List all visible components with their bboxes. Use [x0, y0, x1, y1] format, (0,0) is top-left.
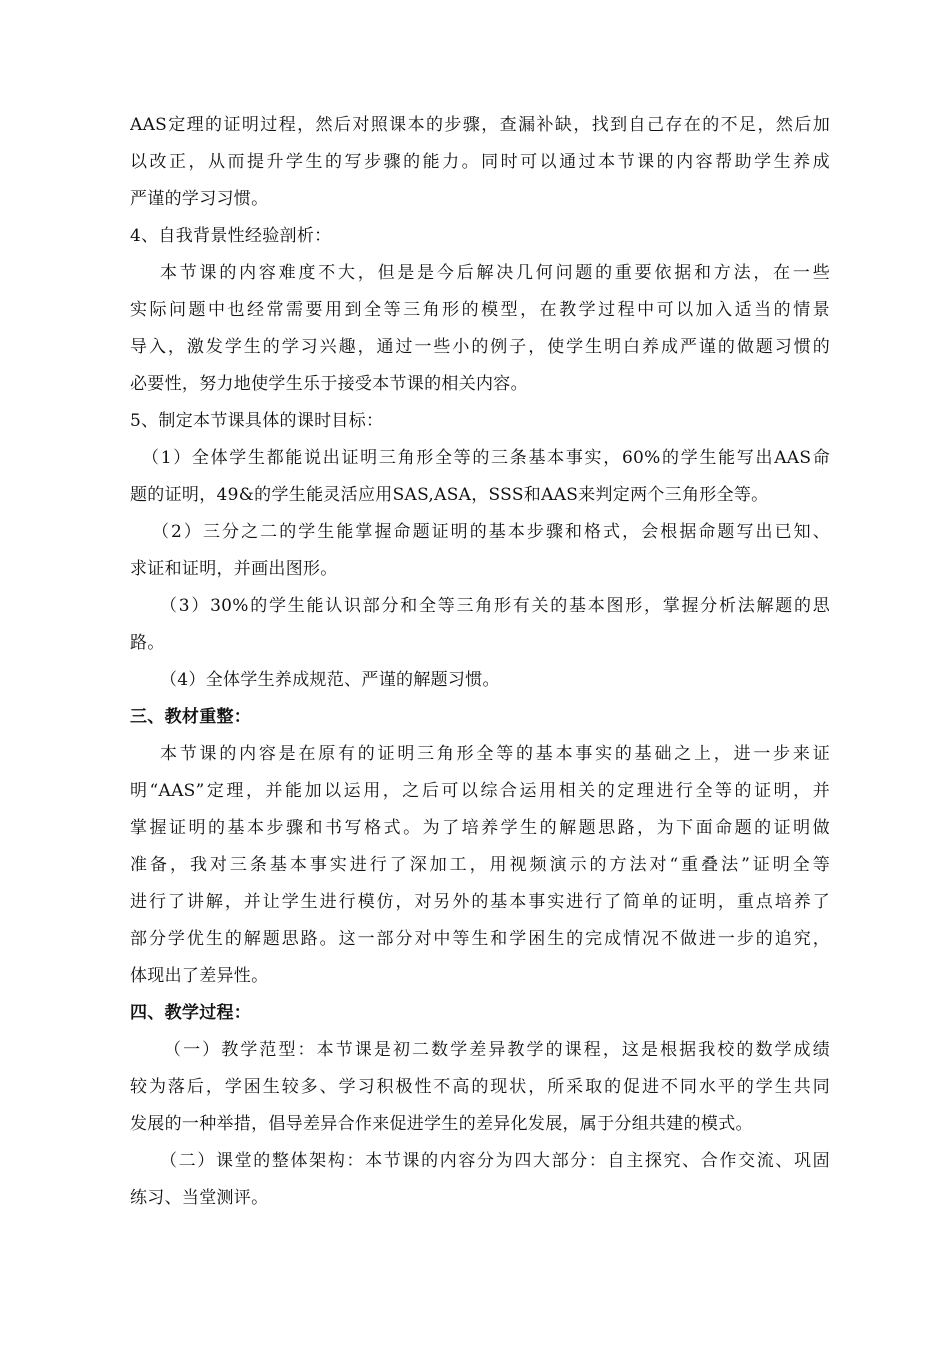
paragraph-line: 以改正，从而提升学生的写步骤的能力。同时可以通过本节课的内容帮助学生养成: [130, 152, 830, 172]
paragraph-line: 实际问题中也经常需要用到全等三角形的模型，在教学过程中可以加入适当的情景: [130, 300, 830, 320]
paragraph-line: 掌握证明的基本步骤和书写格式。为了培养学生的解题思路，为下面命题的证明做: [130, 818, 830, 838]
goal-item-4: （4）全体学生养成规范、严谨的解题习惯。: [160, 670, 500, 690]
paragraph-line: 导入，激发学生的学习兴趣，通过一些小的例子，使学生明白养成严谨的做题习惯的: [130, 337, 830, 357]
paragraph-line: 部分学优生的解题思路。这一部分对中等生和学困生的完成情况不做进一步的追究，: [130, 929, 830, 949]
paragraph-line: 进行了讲解，并让学生进行模仿，对另外的基本事实进行了简单的证明，重点培养了: [130, 892, 830, 912]
paragraph-line: 练习、当堂测评。: [130, 1188, 269, 1208]
goal-item-1: （1）全体学生都能说出证明三角形全等的三条基本事实，60%的学生能写出AAS命: [142, 448, 830, 468]
paragraph-line: 必要性，努力地使学生乐于接受本节课的相关内容。: [130, 374, 528, 394]
section-heading-4: 4、自我背景性经验剖析：: [130, 226, 332, 246]
paragraph-line: 本节课的内容是在原有的证明三角形全等的基本事实的基础之上，进一步来证: [160, 744, 830, 764]
section-heading-4-process: 四、教学过程：: [130, 1003, 252, 1023]
section-heading-5: 5、制定本节课具体的课时目标：: [130, 411, 384, 431]
paragraph-line: 严谨的学习习惯。: [130, 189, 269, 209]
paragraph-line: AAS定理的证明过程，然后对照课本的步骤，查漏补缺，找到自己存在的不足，然后加: [130, 115, 830, 135]
goal-item-3-cont: 路。: [130, 633, 165, 653]
goal-item-2: （2）三分之二的学生能掌握命题证明的基本步骤和格式，会根据命题写出已知、: [152, 522, 830, 542]
paragraph-line: （二）课堂的整体架构：本节课的内容分为四大部分：自主探究、合作交流、巩固: [160, 1151, 830, 1171]
goal-item-3: （3）30%的学生能认识部分和全等三角形有关的基本图形，掌握分析法解题的思: [160, 596, 830, 616]
paragraph-line: （一）教学范型：本节课是初二数学差异教学的课程，这是根据我校的数学成绩: [164, 1040, 830, 1060]
paragraph-line: 明“AAS”定理，并能加以运用，之后可以综合运用相关的定理进行全等的证明，并: [130, 781, 830, 801]
paragraph-line: 本节课的内容难度不大，但是是今后解决几何问题的重要依据和方法，在一些: [160, 263, 830, 283]
paragraph-line: 准备，我对三条基本事实进行了深加工，用视频演示的方法对“重叠法”证明全等: [130, 855, 830, 875]
paragraph-line: 发展的一种举措，倡导差异合作来促进学生的差异化发展，属于分组共建的模式。: [130, 1114, 753, 1134]
goal-item-1-cont: 题的证明，49&的学生能灵活应用SAS,ASA，SSS和AAS来判定两个三角形全等。: [130, 485, 769, 505]
paragraph-line: 较为落后，学困生较多、学习积极性不高的现状，所采取的促进不同水平的学生共同: [130, 1077, 830, 1097]
goal-item-2-cont: 求证和证明，并画出图形。: [130, 559, 338, 579]
section-heading-3: 三、教材重整：: [130, 707, 252, 727]
paragraph-line: 体现出了差异性。: [130, 966, 269, 986]
